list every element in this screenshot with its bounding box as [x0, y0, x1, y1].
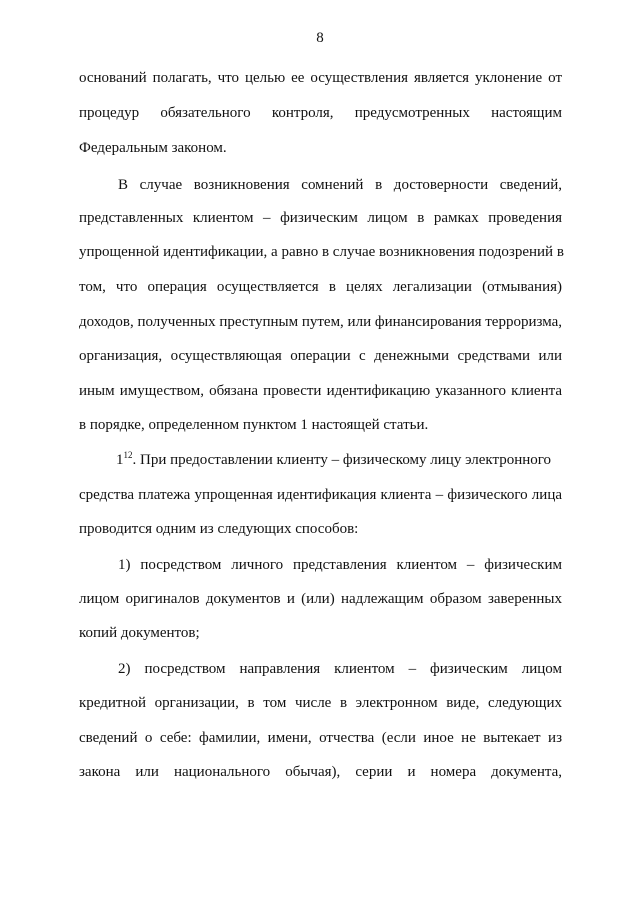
- text-line: проводится одним из следующих способов:: [79, 521, 359, 537]
- clause-line: [116, 451, 562, 469]
- text-line: сведений о себе: фамилии, имени, отчества (если иное не вытекает из: [79, 730, 562, 746]
- text-line: лицом оригиналов документов и (или) надлежащим образом заверенных: [79, 591, 562, 607]
- text-line: оснований полагать, что целью ее осуществления является уклонение от: [79, 70, 562, 86]
- text-line: средства платежа упрощенная идентификация клиента – физического лица: [79, 487, 562, 503]
- text-line: представленных клиентом – физическим лицом в рамках проведения: [79, 210, 562, 226]
- clause-superscript: 12: [123, 450, 133, 460]
- text-line: иным имуществом, обязана провести идентификацию указанного клиента: [79, 383, 562, 399]
- clause-text: . При предоставлении клиенту – физическому лицу электронного: [132, 452, 552, 468]
- text-line: В случае возникновения сомнений в достоверности сведений,: [118, 177, 562, 193]
- text-line: процедур обязательного контроля, предусмотренных настоящим: [79, 105, 562, 121]
- text-line: упрощенной идентификации, а равно в случае возникновения подозрений в: [79, 244, 564, 260]
- text-line: доходов, полученных преступным путем, или финансирования терроризма,: [79, 314, 562, 330]
- text-line: том, что операция осуществляется в целях легализации (отмывания): [79, 279, 562, 295]
- text-line: закона или национального обычая), серии и номера документа,: [79, 764, 562, 780]
- text-line: 1) посредством личного представления клиентом – физическим: [118, 557, 562, 573]
- text-line: 2) посредством направления клиентом – физическим лицом: [118, 661, 562, 677]
- text-line: Федеральным законом.: [79, 140, 227, 156]
- clause-number: 1: [116, 452, 124, 468]
- text-line: организация, осуществляющая операции с денежными средствами или: [79, 348, 562, 364]
- text-line: кредитной организации, в том числе в электронном виде, следующих: [79, 695, 562, 711]
- text-line: копий документов;: [79, 625, 200, 641]
- text-line: в порядке, определенном пунктом 1 настоящей статьи.: [79, 417, 429, 433]
- page-number: 8: [316, 30, 324, 46]
